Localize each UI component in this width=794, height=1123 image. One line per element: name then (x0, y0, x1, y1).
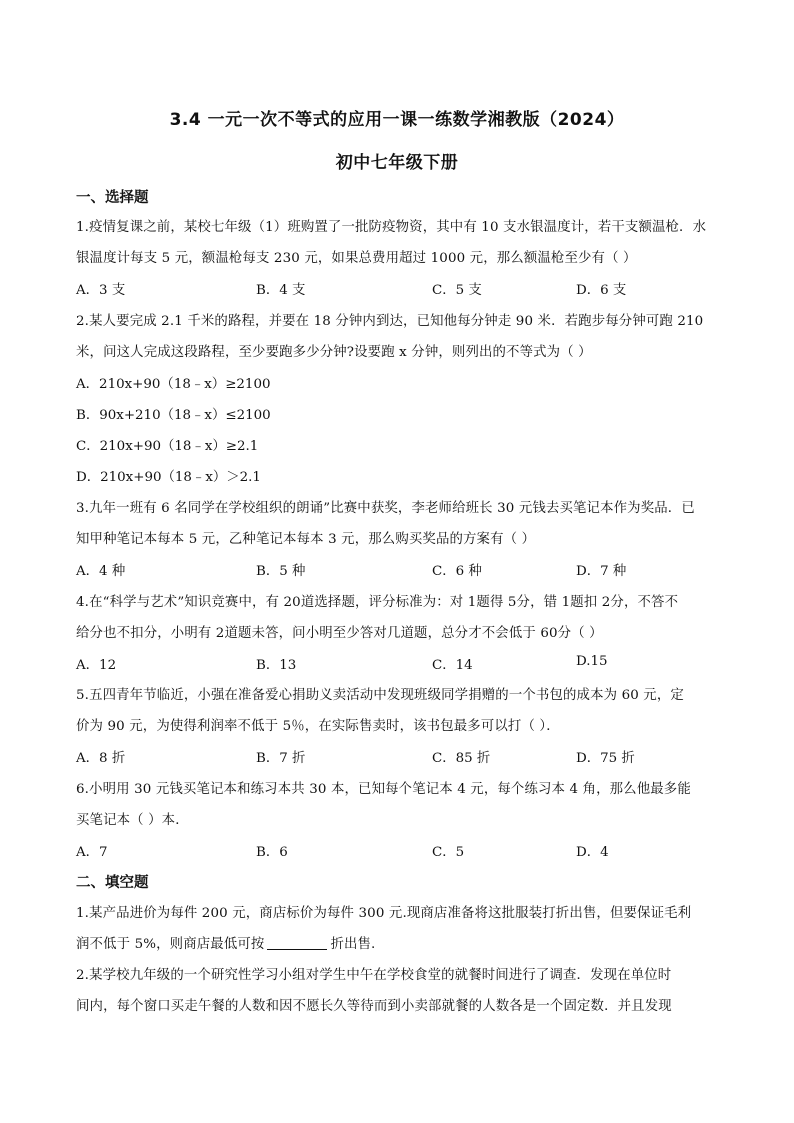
document-title: 3.4 一元一次不等式的应用一课一练数学湘教版（2024） (169, 110, 625, 130)
question-3-option-a: A．4 种 (76, 564, 126, 579)
fill-question-1-line-2 (76, 933, 740, 952)
question-6-option-d: D．4 (576, 845, 609, 860)
fill-question-1-text-before-blank: 润不低于 5%，则商店最低可按 (76, 937, 265, 952)
question-4-option-d: D.15 (576, 654, 608, 669)
fill-question-1-line-1: 1.某产品进价为每件 200 元，商店标价为每件 300 元.现商店准备将这批服装打折出售，但要保证毛利 (76, 906, 692, 921)
question-2-option-a: A．210x+90（18﹣x）≥2100 (76, 377, 271, 392)
question-2-option-b: B．90x+210（18﹣x）≤2100 (76, 408, 271, 423)
section-heading-choice: 一、选择题 (76, 190, 149, 206)
question-4-line-1: 4.在“科学与艺术”知识竞赛中，有 20道选择题，评分标准为：对 1题得 5分，错 1题扣 2分，不答不 (76, 595, 679, 610)
question-5-option-d: D．75 折 (576, 751, 635, 766)
question-1-line-1: 1.疫情复课之前，某校七年级（1）班购置了一批防疫物资，其中有 10 支水银温度计，若干支额温枪．水 (76, 220, 707, 235)
question-2-line-1: 2.某人要完成 2.1 千米的路程，并要在 18 分钟内到达，已知他每分钟走 90 米．若跑步每分钟可跑 210 (76, 314, 704, 329)
question-1-option-d: D．6 支 (576, 283, 627, 298)
question-1-line-2: 银温度计每支 5 元，额温枪每支 230 元，如果总费用超过 1000 元，那么额温枪至少有（ ） (76, 251, 637, 266)
question-6-option-a: A．7 (76, 845, 108, 860)
document-subtitle: 初中七年级下册 (335, 153, 459, 173)
question-6-line-1: 6.小明用 30 元钱买笔记本和练习本共 30 本，已知每个笔记本 4 元，每个练习本 4 角，那么他最多能 (76, 782, 691, 797)
question-6-option-c: C．5 (432, 845, 465, 860)
question-1-option-c: C．5 支 (432, 283, 482, 298)
question-3-line-1: 3.九年一班有 6 名同学在学校组织的朗诵”比赛中获奖，李老师给班长 30 元钱去买笔记本作为奖品．已 (76, 501, 695, 516)
question-5-option-b: B．7 折 (256, 751, 306, 766)
question-3-line-2: 知甲种笔记本每本 5 元，乙种笔记本每本 3 元，那么购买奖品的方案有（ ） (76, 532, 536, 547)
question-5-option-c: C．85 折 (432, 751, 491, 766)
question-6-option-b: B．6 (256, 845, 288, 860)
question-4-option-c: C．14 (432, 658, 473, 673)
question-4-option-a: A．12 (76, 658, 117, 673)
question-2-option-c: C．210x+90（18﹣x）≥2.1 (76, 439, 259, 454)
fill-question-1-text-after-blank: 折出售. (330, 937, 376, 952)
question-5-line-1: 5.五四青年节临近，小强在准备爱心捐助义卖活动中发现班级同学捐赠的一个书包的成本为 60 元，定 (76, 688, 684, 703)
question-5-option-a: A．8 折 (76, 751, 126, 766)
answer-blank[interactable] (267, 935, 327, 950)
question-6-line-2: 买笔记本（ ）本． (76, 813, 189, 828)
question-4-option-b: B．13 (256, 658, 297, 673)
section-heading-fill: 二、填空题 (76, 875, 149, 891)
question-2-option-d: D．210x+90（18﹣x）＞2.1 (76, 470, 261, 485)
question-3-option-c: C．6 种 (432, 564, 482, 579)
question-1-option-a: A．3 支 (76, 283, 126, 298)
question-1-option-b: B．4 支 (256, 283, 306, 298)
question-3-option-b: B．5 种 (256, 564, 306, 579)
question-3-option-d: D．7 种 (576, 564, 627, 579)
question-2-line-2: 米，问这人完成这段路程，至少要跑多少分钟?设要跑 x 分钟，则列出的不等式为（ ） (76, 345, 592, 360)
fill-question-2-line-1: 2.某学校九年级的一个研究性学习小组对学生中午在学校食堂的就餐时间进行了调查．发现在单位时 (76, 968, 672, 983)
fill-question-2-line-2: 间内，每个窗口买走午餐的人数和因不愿长久等待而到小卖部就餐的人数各是一个固定数．并且发现 (76, 999, 672, 1014)
question-5-line-2: 价为 90 元，为使得利润率不低于 5％，在实际售卖时，该书包最多可以打（ ）． (76, 719, 560, 734)
question-4-line-2: 给分也不扣分，小明有 2道题未答，问小明至少答对几道题，总分才不会低于 60分（ ） (76, 626, 603, 641)
